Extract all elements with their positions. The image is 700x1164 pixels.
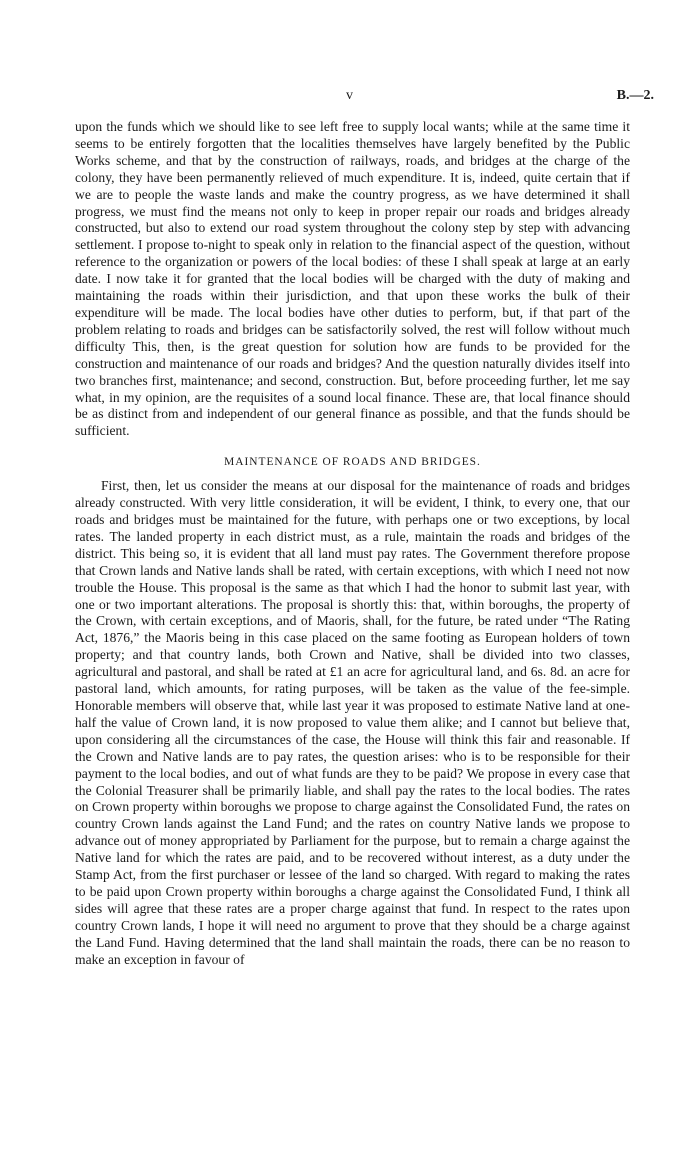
page-header — [0, 88, 700, 110]
section-heading: MAINTENANCE OF ROADS AND BRIDGES. — [224, 456, 481, 469]
document-reference: B.—2. — [616, 88, 654, 103]
page-number: v — [346, 88, 353, 103]
document-body — [75, 119, 630, 969]
body-paragraph: upon the funds which we should like to see left free to supply local wants; while at the same time it seems to be entirely forgotten that the localities themselves have largely benefited by the Public Works scheme, and that by the construction of railways, roads, and bridges at the charge of the colony, they have been permanently relieved of much expenditure. It is, indeed, quite certain that if we are to people the waste lands and make the country progress, as we have determined it shall progress, we must find the means not only to keep in proper repair our roads and bridges already constructed, but also to extend our road system throughout the colony step by step with advancing settlement. I propose to-night to speak only in relation to the financial aspect of the question, without reference to the organization or powers of the local bodies: of these I shall speak at large at an early date. I now take it for granted that the local bodies will be charged with the duty of making and maintaining the roads within their jurisdiction, and that upon these works the bulk of their expenditure will be made. The local bodies have other duties to perform, but, if that part of the problem relating to roads and bridges can be satisfactorily solved, the rest will follow without much difficulty This, then, is the great question for solution how are funds to be provided for the construction and maintenance of our roads and bridges? And the question naturally divides itself into two branches first, maintenance; and second, construction. But, before proceeding further, let me say what, in my opinion, are the requisites of a sound local finance. These are, that local finance should be as distinct from and independent of our general finance as possible, and that the funds should be sufficient. — [75, 119, 630, 439]
body-paragraph: First, then, let us consider the means at our disposal for the maintenance of roads and bridges already constructed. With very little consideration, it will be evident, I think, to every one, that our roads and bridges must be maintained for the future, with perhaps one or two exceptions, by local rates. The landed property in each district must, as a rule, maintain the roads and bridges of the district. This being so, it is evident that all land must pay rates. The Government therefore propose that Crown lands and Native lands shall be rated, with certain exceptions, with which I need not now trouble the House. This proposal is the same as that which I had the honor to submit last year, with one or two important alterations. The proposal is shortly this: that, within boroughs, the property of the Crown, with certain exceptions, and of Maoris, shall, for the future, be rated under “The Rating Act, 1876,” the Maoris being in this case placed on the same footing as European holders of town property; and that country lands, both Crown and Native, shall be divided into two classes, agricultural and pastoral, and shall be rated at £1 an acre for agricultural land, and 6s. 8d. an acre for pastoral land, which amounts, for rating purposes, will be taken as the value of the fee-simple. Honorable members will observe that, while last year it was proposed to estimate Native land at one-half the value of Crown land, it is now proposed to value them alike; and I cannot but believe that, upon considering all the circumstances of the case, the House will think this fair and reasonable. If the Crown and Native lands are to pay rates, the question arises: who is to be responsible for their payment to the local bodies, and out of what funds are they to be paid? We propose in every case that the Colonial Treasurer shall be primarily liable, and shall pay the rates to the local bodies. The rates on Crown property within boroughs we propose to charge against the Consolidated Fund, the rates on country Crown lands against the Land Fund; and the rates on country Native lands we propose to advance out of money appropriated by Parliament for the purpose, but to remain a charge against the Native land for which the rates are paid, and to be recovered without interest, as a duty under the Stamp Act, from the first purchaser or lessee of the land so charged. With regard to making the rates to be paid upon Crown property within boroughs a charge against the Consolidated Fund, I think all sides will agree that these rates are a proper charge against that fund. In respect to the rates upon country Crown lands, I hope it will need no argument to prove that they should be a charge against the Land Fund. Having determined that the land shall maintain the roads, there can be no reason to make an exception in favour of — [75, 478, 630, 967]
